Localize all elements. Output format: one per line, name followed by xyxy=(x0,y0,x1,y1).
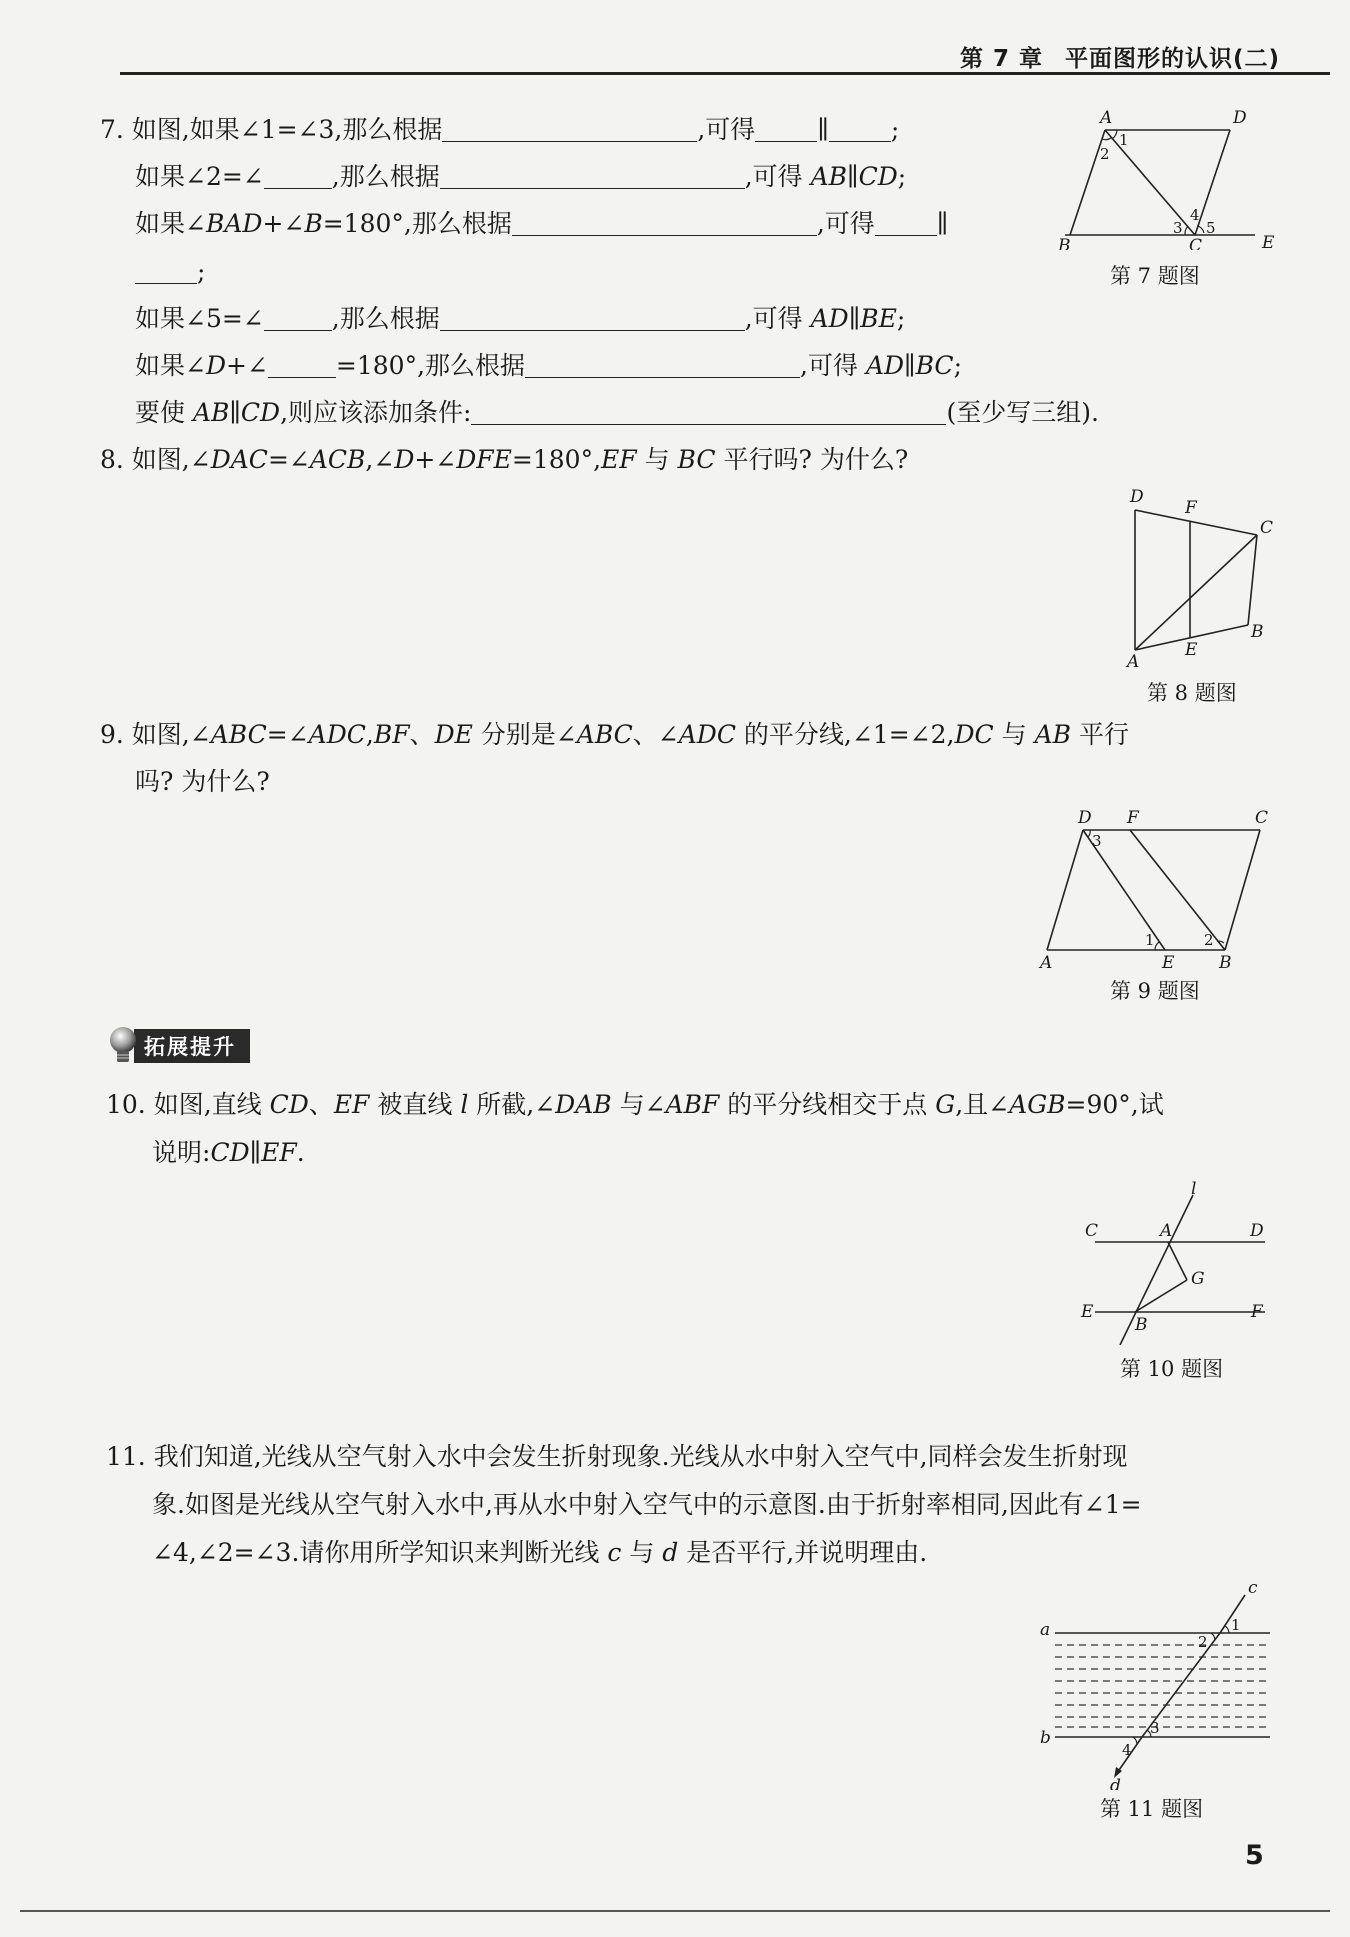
q9-label-b: B xyxy=(1219,953,1232,973)
q8-seg-cb xyxy=(1248,535,1257,625)
q11-line-1: 11. 我们知道,光线从空气射入水中会发生折射现象.光线从水中射入空气中,同样会发生折射现 xyxy=(106,1442,1128,1471)
q9-seg-cb xyxy=(1225,830,1260,950)
q8-label-a: A xyxy=(1127,652,1140,672)
q11-label-a: a xyxy=(1040,1620,1051,1640)
q10-caption: 第 10 题图 xyxy=(1120,1357,1224,1381)
q10-label-c: C xyxy=(1085,1221,1099,1241)
q7-blank-line-3[interactable] xyxy=(875,209,937,236)
q8-label-b: B xyxy=(1251,622,1264,642)
q7-line-4: ; xyxy=(135,257,205,287)
q8-label-d: D xyxy=(1130,487,1144,507)
q7-blank-angle-5[interactable] xyxy=(264,304,332,331)
q7-label-1: 1 xyxy=(1119,131,1129,149)
q10-line-1: 10. 如图,直线 CD、EF 被直线 l 所截,∠DAB 与∠ABF 的平分线相交于点 G,且∠AGB=90°,试 xyxy=(106,1090,1164,1119)
q10-figure xyxy=(1075,1180,1275,1349)
q7-label-3: 3 xyxy=(1173,219,1183,237)
q11-label-c: c xyxy=(1248,1578,1258,1598)
q11-caption: 第 11 题图 xyxy=(1100,1797,1204,1821)
q11-figure-svg xyxy=(1030,1575,1280,1790)
q11-figure xyxy=(1030,1575,1280,1794)
q8-label-e: E xyxy=(1185,640,1198,660)
q7-arc-3 xyxy=(1185,226,1188,235)
q7-line-5: 如果∠5=∠ ,那么根据 ,可得 AD∥BE; xyxy=(135,304,906,333)
q11-label-4: 4 xyxy=(1122,1741,1132,1759)
q9-arc-1 xyxy=(1155,942,1159,950)
q11-arc-1 xyxy=(1225,1626,1229,1633)
q7-line-1: 7. 如图,如果∠1=∠3,那么根据 ,可得 ∥ ; xyxy=(100,115,900,144)
q7-line-3: 如果∠BAD+∠B=180°,那么根据 ,可得 ∥ xyxy=(135,209,949,238)
q9-line-2: 吗? 为什么? xyxy=(135,767,270,796)
q9-figure-svg xyxy=(1035,808,1275,978)
q7-label-2: 2 xyxy=(1100,145,1110,163)
q7-label-d: D xyxy=(1233,108,1247,128)
q9-label-d: D xyxy=(1078,808,1092,828)
q9-label-c: C xyxy=(1255,808,1269,828)
q7-arc-1 xyxy=(1112,130,1117,139)
q10-line-2: 说明:CD∥EF. xyxy=(152,1138,305,1167)
q7-label-a: A xyxy=(1100,108,1113,128)
q10-label-d: D xyxy=(1250,1221,1264,1241)
q7-figure xyxy=(1055,105,1285,254)
q11-label-d: d xyxy=(1110,1776,1121,1790)
q7-label-4: 4 xyxy=(1190,206,1200,224)
q7-line-7: 要使 AB∥CD,则应该添加条件: (至少写三组). xyxy=(135,398,1099,427)
q7-arc-2 xyxy=(1102,138,1111,140)
q9-label-f: F xyxy=(1127,808,1139,828)
q10-label-b: B xyxy=(1135,1315,1148,1335)
q11-label-b: b xyxy=(1040,1728,1051,1748)
page-number: 5 xyxy=(1245,1840,1264,1871)
q8-figure-svg xyxy=(1115,485,1275,675)
q11-label-3: 3 xyxy=(1150,1719,1160,1737)
q7-blank-reason-3[interactable] xyxy=(512,209,817,236)
q9-label-e: E xyxy=(1162,953,1175,973)
q7-arc-5 xyxy=(1198,226,1204,233)
q7-blank-reason-2[interactable] xyxy=(440,162,745,189)
q8-figure xyxy=(1115,485,1275,679)
q9-seg-da xyxy=(1047,830,1083,950)
header-rule xyxy=(120,72,1330,75)
q11-label-1: 1 xyxy=(1231,1616,1241,1634)
q7-blank-angle-2[interactable] xyxy=(264,162,332,189)
q9-arc-3 xyxy=(1088,830,1090,837)
q10-label-g: G xyxy=(1191,1269,1205,1289)
q10-seg-gb xyxy=(1135,1280,1187,1312)
section-tab-extension xyxy=(108,1030,250,1062)
q9-label-3: 3 xyxy=(1092,832,1102,850)
q9-caption: 第 9 题图 xyxy=(1110,979,1200,1003)
q8-caption: 第 8 题图 xyxy=(1147,681,1237,705)
q10-seg-ag xyxy=(1168,1242,1187,1280)
q11-arc-2 xyxy=(1211,1633,1215,1640)
q8-label-f: F xyxy=(1185,498,1197,518)
section-label: 拓展提升 xyxy=(134,1029,250,1063)
q11-label-2: 2 xyxy=(1198,1633,1208,1651)
q7-label-5: 5 xyxy=(1206,219,1216,237)
q7-blank-angle-6[interactable] xyxy=(268,351,336,378)
q7-blank-conditions[interactable] xyxy=(471,398,946,425)
q7-blank-reason-6[interactable] xyxy=(525,351,800,378)
q7-label-b: B xyxy=(1058,236,1071,250)
chapter-header xyxy=(960,40,1280,73)
lightbulb-icon xyxy=(108,1025,138,1067)
q7-label-c: C xyxy=(1189,236,1203,250)
q7-blank-line-4[interactable] xyxy=(135,257,197,284)
q7-blank-reason-5[interactable] xyxy=(440,304,745,331)
q7-blank-line-1[interactable] xyxy=(755,115,817,142)
q9-label-2: 2 xyxy=(1204,931,1214,949)
q11-line-3: ∠4,∠2=∠3.请你用所学知识来判断光线 c 与 d 是否平行,并说明理由. xyxy=(152,1538,928,1567)
q9-label-a: A xyxy=(1040,953,1053,973)
q10-label-l: l xyxy=(1191,1180,1197,1199)
q7-figure-svg xyxy=(1055,105,1285,250)
q8-label-c: C xyxy=(1260,518,1274,538)
q7-blank-line-2[interactable] xyxy=(829,115,891,142)
q10-label-a: A xyxy=(1160,1221,1173,1241)
chapter-number: 第 7 章 xyxy=(960,46,1044,72)
q8-seg-ac xyxy=(1135,535,1257,650)
q10-label-e: E xyxy=(1081,1302,1094,1322)
q11-line-2: 象.如图是光线从空气射入水中,再从水中射入空气中的示意图.由于折射率相同,因此有∠1= xyxy=(152,1490,1142,1519)
chapter-title: 平面图形的认识(二) xyxy=(1065,46,1281,72)
q7-label-e: E xyxy=(1262,233,1275,250)
q7-caption: 第 7 题图 xyxy=(1110,264,1200,288)
q8-line-1: 8. 如图,∠DAC=∠ACB,∠D+∠DFE=180°,EF 与 BC 平行吗? 为什么? xyxy=(100,445,909,474)
footer-rule xyxy=(20,1910,1330,1912)
q7-line-6: 如果∠D+∠ =180°,那么根据 ,可得 AD∥BC; xyxy=(135,351,962,380)
q7-blank-reason-1[interactable] xyxy=(442,115,697,142)
q7-line-2: 如果∠2=∠ ,那么根据 ,可得 AB∥CD; xyxy=(135,162,907,191)
q9-line-1: 9. 如图,∠ABC=∠ADC,BF、DE 分别是∠ABC、∠ADC 的平分线,∠1=∠2,DC 与 AB 平行 xyxy=(100,720,1129,749)
q9-label-1: 1 xyxy=(1145,931,1155,949)
q10-label-f: F xyxy=(1251,1302,1263,1322)
q11-water-hatching xyxy=(1055,1645,1270,1727)
q11-arc-4 xyxy=(1133,1737,1137,1744)
q9-figure xyxy=(1035,808,1275,982)
q10-figure-svg xyxy=(1075,1180,1275,1345)
